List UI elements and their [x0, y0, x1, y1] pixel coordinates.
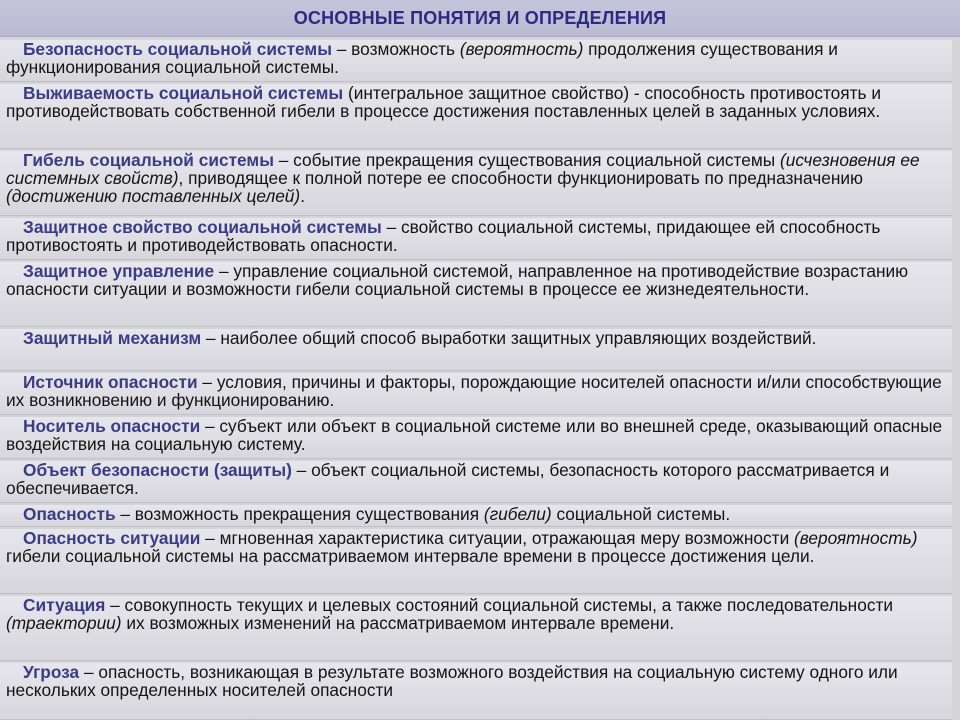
definition-body: продолжения существования и функционирования социальной системы.: [6, 39, 838, 77]
definition-body: – условия, причины и факторы, порождающие носителей опасности и/или способствующие их возникновению и функционированию.: [6, 372, 942, 410]
definition-item: [0, 373, 952, 415]
definition-item: [0, 84, 952, 149]
definition-term: Источник опасности: [23, 372, 198, 392]
italic-note: (исчезновения ее системных свойств): [6, 150, 920, 188]
definition-term: Носитель опасности: [23, 416, 201, 436]
definition-item: [0, 262, 952, 327]
definition-body: – возможность прекращения существования: [115, 504, 484, 524]
definition-text: [6, 596, 952, 632]
definition-text: [6, 84, 952, 120]
definition-text: [6, 329, 952, 347]
definition-text: [6, 529, 952, 565]
definition-text: [6, 40, 952, 76]
definition-body: (интегральное защитное свойство) - способность противостоять и противодействовать собственной гибели в процессе достижения поставленных целей в заданных условиях.: [6, 83, 882, 121]
slide-header: [0, 0, 960, 37]
definition-body: – свойство социальной системы, придающее ей способность противостоять и противодействовать опасности.: [6, 217, 881, 255]
italic-note: (вероятность): [794, 528, 918, 548]
definition-item: [0, 218, 952, 260]
italic-note: (достижению поставленных целей): [6, 186, 301, 206]
definition-body: – управление социальной системой, направленное на противодействие возрастанию опасности ситуации и возможности гибели социальной системы в процессе ее жизнедеятельности.: [6, 261, 909, 299]
definition-term: Гибель социальной системы: [23, 150, 274, 170]
definition-body: – возможность: [331, 39, 460, 59]
definition-item: [0, 529, 952, 594]
italic-note: (траектории): [6, 613, 122, 633]
definition-text: [6, 505, 952, 523]
definition-item: [0, 596, 952, 661]
definition-text: [6, 663, 952, 699]
definition-body: – наиболее общий способ выработки защитных управляющих воздействий.: [201, 328, 817, 348]
definition-body: – совокупность текущих и целевых состояний социальной системы, а также последовательности: [105, 595, 894, 615]
definition-term: Опасность: [23, 504, 116, 524]
definition-term: Опасность ситуации: [23, 528, 201, 548]
definition-text: [6, 417, 952, 453]
definition-text: [6, 461, 952, 497]
definition-item: [0, 663, 952, 720]
definition-term: Защитное управление: [23, 261, 215, 281]
italic-note: (гибели): [483, 504, 552, 524]
definition-item: [0, 40, 952, 82]
definition-term: Угроза: [23, 662, 80, 682]
definition-item: [0, 417, 952, 459]
slide-title: ОСНОВНЫЕ ПОНЯТИЯ И ОПРЕДЕЛЕНИЯ: [293, 8, 667, 28]
definition-item: [0, 505, 952, 527]
definition-body: – субъект или объект в социальной системе или во внешней среде, оказывающий опасные воздействия на социальную систему.: [6, 416, 943, 454]
definition-body: – событие прекращения существования социальной системы: [273, 150, 780, 170]
definition-body: – мгновенная характеристика ситуации, отражающая меру возможности: [200, 528, 795, 548]
definition-text: [6, 151, 952, 205]
definitions-list: [0, 37, 960, 720]
definition-text: [6, 218, 952, 254]
definition-body: , приводящее к полной потере ее способности функционировать по предназначению: [178, 168, 863, 188]
definition-body: гибели социальной системы на рассматриваемом интервале времени в процессе достижения цели.: [6, 546, 815, 566]
definition-body: социальной системы.: [551, 504, 731, 524]
definition-term: Безопасность социальной системы: [23, 39, 332, 59]
italic-note: (вероятность): [459, 39, 584, 59]
definition-body: – опасность, возникающая в результате возможного воздействия на социальную систему одного или нескольких определенных носителей опасности: [6, 662, 898, 700]
definition-body: – объект социальной системы, безопасность которого рассматривается и обеспечивается.: [6, 460, 890, 498]
definition-text: [6, 373, 952, 409]
definition-term: Защитный механизм: [23, 328, 202, 348]
definition-item: [0, 329, 952, 371]
definition-item: [0, 461, 952, 503]
definition-body: их возможных изменений на рассматриваемом интервале времени.: [121, 613, 675, 633]
definition-body: .: [300, 186, 305, 206]
definition-term: Объект безопасности (защиты): [23, 460, 292, 480]
definition-term: Выживаемость социальной системы: [23, 83, 344, 103]
definition-term: Защитное свойство социальной системы: [23, 217, 382, 237]
definition-text: [6, 262, 952, 298]
definition-item: [0, 151, 952, 216]
definition-term: Ситуация: [23, 595, 106, 615]
